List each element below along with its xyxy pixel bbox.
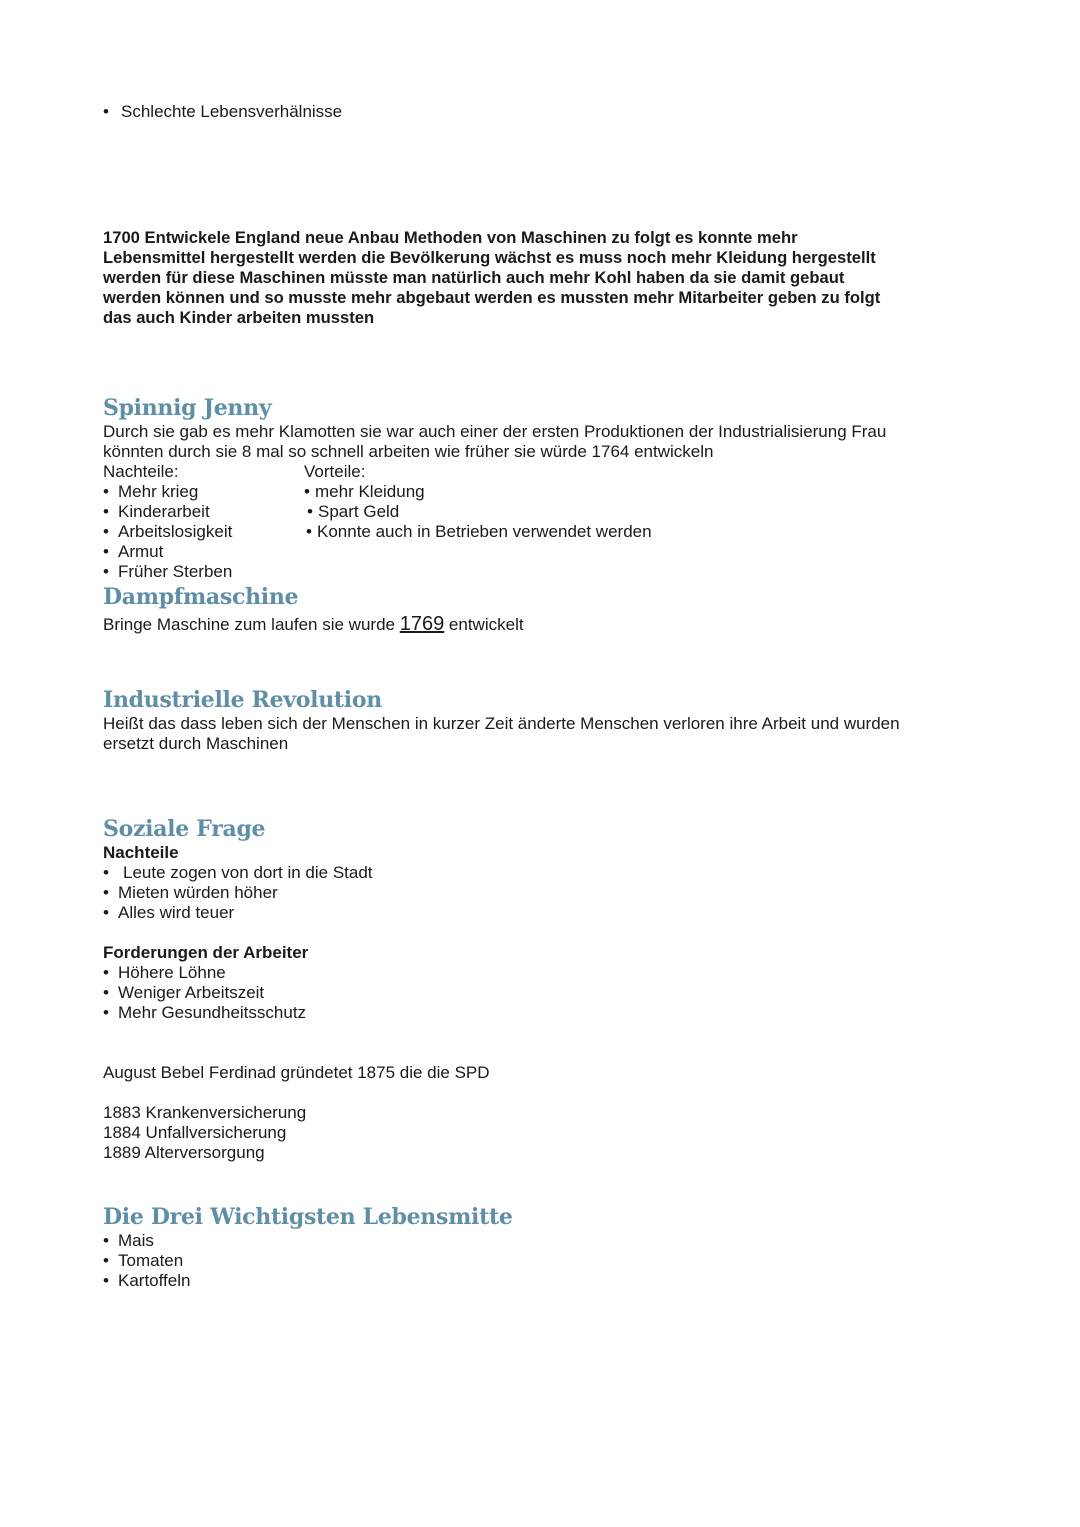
dampf-year: 1769	[399, 613, 445, 635]
list-item: • Alles wird teuer	[103, 903, 235, 922]
bullet-dot: •	[103, 542, 109, 561]
bullet-dot: •	[103, 1271, 109, 1290]
bullet-dot: •	[103, 963, 109, 982]
bullet-dot: •	[307, 502, 313, 521]
bullet-dot: •	[103, 863, 109, 882]
list-item: • mehr Kleidung	[304, 482, 425, 501]
list-item: • Mehr Gesundheitsschutz	[103, 1003, 307, 1022]
intro-line: werden können und so musste mehr abgebaut werden es mussten mehr Mitarbeiter geben zu folgt	[103, 288, 881, 307]
intro-line: 1700 Entwickele England neue Anbau Methoden von Maschinen zu folgt es konnte mehr	[103, 228, 798, 247]
soziale-nachteile-label: Nachteile	[103, 843, 179, 862]
heading-dampfmaschine: Dampfmaschine	[103, 584, 299, 610]
bullet-dot: •	[304, 482, 310, 501]
bullet-dot: •	[103, 903, 109, 922]
list-item: • Kartoffeln	[103, 1271, 191, 1290]
list-item: • Höhere Löhne	[103, 963, 226, 982]
list-item: • Arbeitslosigkeit	[103, 522, 233, 541]
list-item: • Spart Geld	[307, 502, 400, 521]
bullet-dot: •	[103, 883, 109, 902]
heading-lebensmittel: Die Drei Wichtigsten Lebensmitte	[103, 1204, 513, 1230]
bullet-dot: •	[103, 1003, 109, 1022]
list-item: • Weniger Arbeitszeit	[103, 983, 265, 1002]
top-bullet-item	[103, 102, 342, 122]
bullet-dot: •	[103, 1231, 109, 1250]
forderungen-list	[103, 963, 306, 1023]
list-item: • Armut	[103, 542, 164, 561]
intro-paragraph	[103, 228, 973, 328]
spinning-line: Durch sie gab es mehr Klamotten sie war auch einer der ersten Produktionen der Industrialisierung Frau	[103, 422, 887, 441]
intro-line: Lebensmittel hergestellt werden die Bevölkerung wächst es muss noch mehr Kleidung hergestellt	[103, 248, 876, 267]
industrie-text: Heißt das dass leben sich der Menschen in kurzer Zeit änderte Menschen verloren ihre Arbeit und wurden ersetzt durch Maschinen	[103, 714, 900, 753]
bullet-dot: •	[103, 983, 109, 1002]
spd-text: August Bebel Ferdinad gründetet 1875 die die SPD	[103, 1063, 490, 1082]
list-item: • Leute zogen von dort in die Stadt	[103, 863, 373, 882]
list-item: • Mais	[103, 1231, 154, 1250]
list-item: 1883 Krankenversicherung	[103, 1103, 307, 1122]
bullet-dot: •	[103, 482, 109, 501]
list-item: • Mieten würden höher	[103, 883, 278, 902]
bullet-dot: •	[306, 522, 312, 541]
nachteile-label: Nachteile:	[103, 462, 179, 481]
bullet-dot: •	[103, 1251, 109, 1270]
top-bullet-text: Schlechte Lebensverhälnisse	[121, 102, 343, 121]
list-item: 1884 Unfallversicherung	[103, 1123, 287, 1142]
soziale-nachteile-list	[103, 863, 373, 923]
bullet-dot: •	[103, 562, 109, 581]
bullet-dot: •	[103, 102, 109, 121]
heading-soziale-frage: Soziale Frage	[103, 816, 266, 842]
intro-line: werden für diese Maschinen müsste man natürlich auch mehr Kohl haben da sie damit gebaut	[103, 268, 845, 287]
bullet-dot: •	[103, 502, 109, 521]
vorteile-list	[304, 482, 652, 542]
lebensmittel-list	[103, 1231, 190, 1291]
versicherungen-list	[103, 1103, 306, 1163]
list-item: 1889 Alterversorgung	[103, 1143, 265, 1162]
bullet-dot: •	[103, 522, 109, 541]
nachteile-list	[103, 482, 232, 582]
spinning-line: könnten durch sie 8 mal so schnell arbeiten wie früher sie würde 1764 entwickeln	[103, 442, 714, 461]
list-item: • Früher Sterben	[103, 562, 233, 581]
list-item: • Kinderarbeit	[103, 502, 210, 521]
list-item: • Tomaten	[103, 1251, 184, 1270]
spinning-description	[103, 422, 886, 462]
intro-line: das auch Kinder arbeiten mussten	[103, 308, 375, 327]
dampf-text: Bringe Maschine zum laufen sie wurde 1769 entwickelt	[103, 613, 524, 635]
heading-industrielle-revolution: Industrielle Revolution	[103, 687, 382, 713]
list-item: • Konnte auch in Betrieben verwendet werden	[306, 522, 652, 541]
heading-spinning-jenny: Spinnig Jenny	[103, 395, 272, 421]
vorteile-label: Vorteile:	[304, 462, 366, 481]
forderungen-label: Forderungen der Arbeiter	[103, 943, 309, 962]
list-item: • Mehr krieg	[103, 482, 199, 501]
